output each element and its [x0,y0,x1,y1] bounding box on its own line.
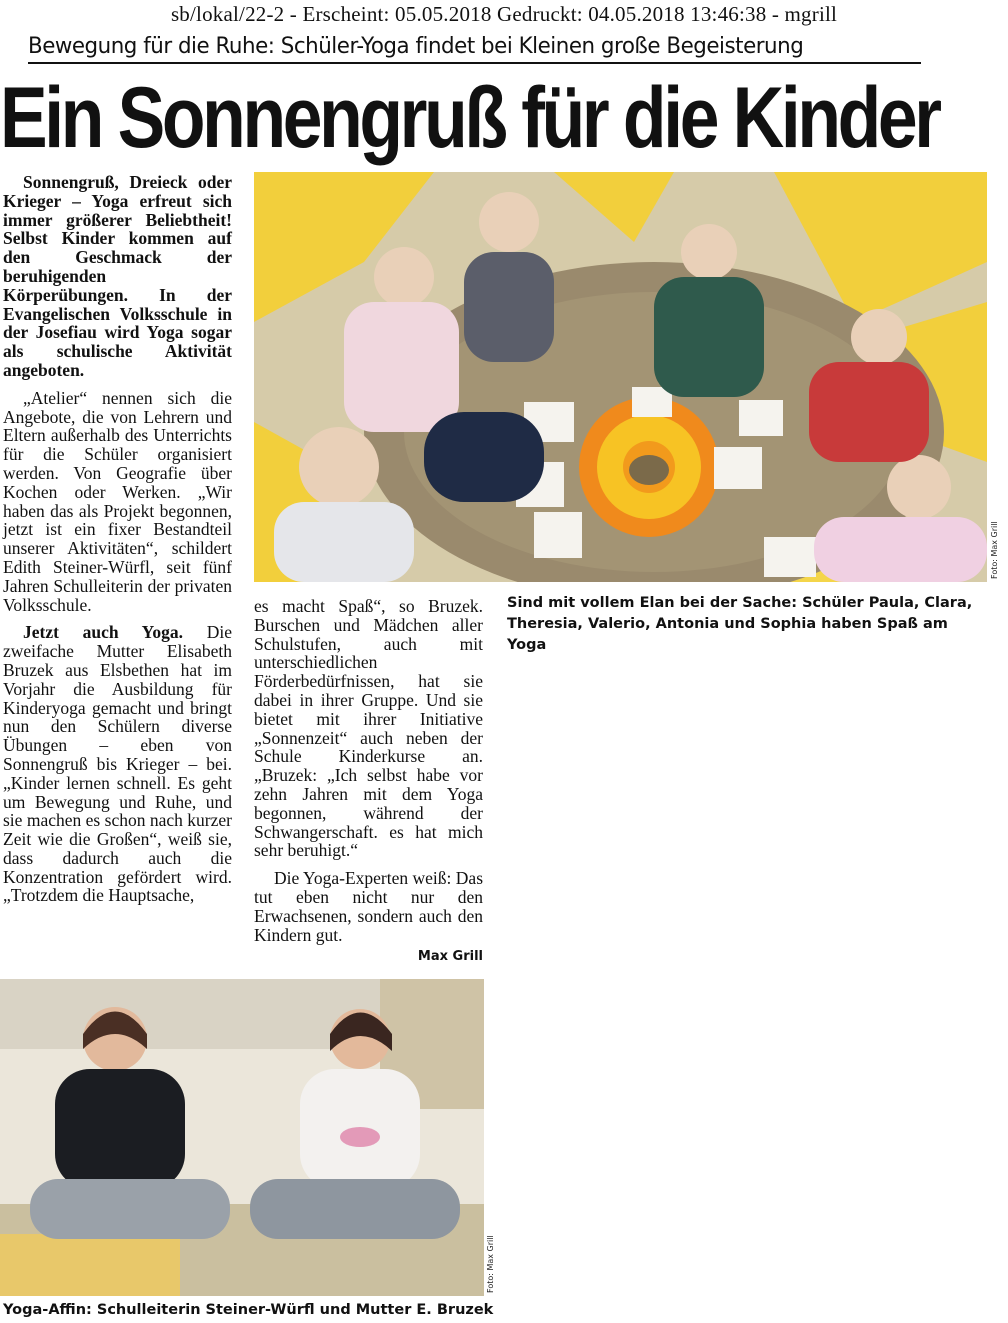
article-lead: Sonnengruß, Dreieck oder Krieger – Yoga erfreut sich immer größerer Beliebtheit! Selbst Kinder kommen auf den Geschmack der beruhigenden Körperübungen. In der Evangelischen Volksschule in der Josefiau wird Yoga sogar als schulische Aktivität angeboten. [3,172,232,380]
caption-bottom: Yoga-Affin: Schulleiterin Steiner-Würfl und Mutter E. Bruzek [3,1302,494,1318]
article-paragraph-2 [3,623,232,905]
photo-children-yoga [254,172,987,582]
kicker: Bewegung für die Ruhe: Schüler-Yoga findet bei Kleinen große Begeisterung [28,31,921,64]
article-paragraph-2-cont: es macht Spaß“, so Bruzek. Burschen und Mädchen aller Schulstufen, auch mit unterschiedlichen Förderbedürfnissen, hat sie dabei in ihrer Gruppe. Und sie bietet mit ihrer Initiative „Sonnenzeit“ auch neben der Schule Kinderkurse an. „Bruzek: „Ich selbst habe vor zehn Jahren mit dem Yoga begonnen, während der Schwangerschaft. es hat mich sehr beruhigt.“ [254,596,483,861]
byline: Max Grill [417,949,483,965]
meta-line: sb/lokal/22-2 - Erscheint: 05.05.2018 Gedruckt: 04.05.2018 13:46:38 - mgrill [170,2,838,26]
photo-credit-top: Foto: Max Grill [990,521,999,579]
article-column-2 [254,597,483,976]
article-paragraph-3: Die Yoga-Experten weiß: Das tut eben nicht nur den Erwachsenen, sondern auch den Kindern gut. [254,868,483,945]
photo-teachers [0,979,484,1296]
sun-flower-shape [579,397,719,537]
photo-credit-bottom: Foto: Max Grill [486,1235,495,1293]
article-column-1 [3,173,232,905]
caption-top: Sind mit vollem Elan bei der Sache: Schüler Paula, Clara, Theresia, Valerio, Antonia und Sophia haben Spaß am Yoga [507,595,973,653]
article-paragraph-2-text: Die zweifache Mutter Elisabeth Bruzek aus Elsbethen hat im Vorjahr die Ausbildung für Kinderyoga gemacht und bringt nun den Schülern diverse Übungen – eben von Sonnengruß bis Krieger – bei. „Kinder lernen schnell. Es geht um Bewegung und Ruhe, und sie machen es schon nach kurzer Zeit wie die Großen“, weiß sie, dass dadurch auch die Konzentration gefördert wird. „Trotzdem die Hauptsache, [3,622,232,906]
article-paragraph-1: „Atelier“ nennen sich die Angebote, die von Lehrern und Eltern außerhalb des Unterrichts für die Schüler organisiert werden. Von Geografie über Kochen oder Werken. „Wir haben das als Projekt begonnen, jetzt ist ein fixer Bestandteil unserer Aktivitäten“, schildert Edith Steiner-Würfl, seit fünf Jahren Schulleiterin der privaten Volksschule. [3,387,232,615]
headline: Ein Sonnengruß für die Kinder [0,70,939,166]
article-subhead: Jetzt auch Yoga. [23,622,184,643]
